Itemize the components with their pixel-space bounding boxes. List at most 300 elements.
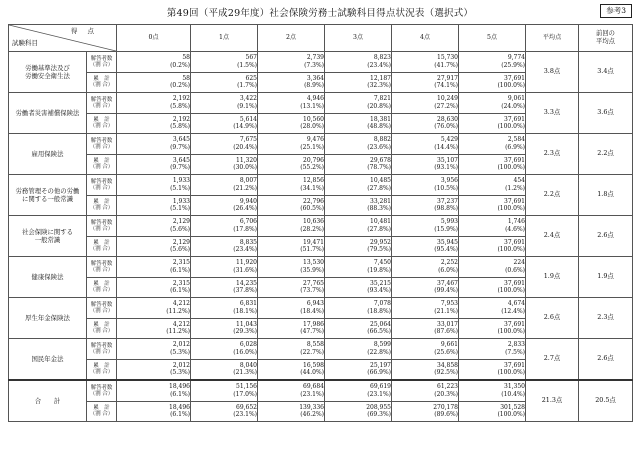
previous-average-score: 3.4点 xyxy=(579,52,633,93)
cumulative-cell-score-1 xyxy=(191,277,258,298)
answer-percent: (10.5%) xyxy=(434,184,458,192)
cumulative-percent: (28.0%) xyxy=(300,123,324,131)
answer-count: 15,730 xyxy=(437,54,458,62)
cumulative-cell-score-3 xyxy=(325,401,392,422)
cumulative-cell-score-0 xyxy=(117,72,191,93)
cumulative-count: 625 xyxy=(245,74,257,82)
cumulative-count: 35,945 xyxy=(437,238,458,246)
answer-cell-score-1 xyxy=(191,134,258,155)
answer-percent: (34.1%) xyxy=(300,184,324,192)
header-previous-average-line2: 平均点 xyxy=(596,38,615,45)
header-score-4: 4点 xyxy=(392,25,459,52)
answer-percent: (0.6%) xyxy=(505,266,525,274)
answer-cell-score-2 xyxy=(258,216,325,237)
row-label-line2: （割 合） xyxy=(89,266,114,273)
cumulative-count: 2,129 xyxy=(172,238,190,246)
cumulative-count: 18,381 xyxy=(370,115,391,123)
cumulative-percent: (66.5%) xyxy=(367,328,391,336)
cumulative-percent: (6.1%) xyxy=(170,411,190,419)
cumulative-percent: (87.6%) xyxy=(434,328,458,336)
cumulative-cell-score-3 xyxy=(325,195,392,216)
cumulative-percent: (60.5%) xyxy=(300,205,324,213)
cumulative-cell-score-5 xyxy=(459,72,526,93)
answer-count: 2,739 xyxy=(306,54,324,62)
cumulative-label xyxy=(87,113,117,134)
cumulative-cell-score-1 xyxy=(191,113,258,134)
answer-count: 8,882 xyxy=(373,136,391,144)
cumulative-cell-score-1 xyxy=(191,318,258,339)
answer-percent: (12.4%) xyxy=(501,307,525,315)
subject-name-line1: 健康保険法 xyxy=(31,272,64,281)
cumulative-count: 208,955 xyxy=(366,403,391,411)
answer-percent: (22.7%) xyxy=(300,348,324,356)
cumulative-cell-score-5 xyxy=(459,318,526,339)
cumulative-percent: (51.7%) xyxy=(300,246,324,254)
cumulative-percent: (100.0%) xyxy=(497,246,525,254)
answer-cell-score-5 xyxy=(459,93,526,114)
cumulative-count: 270,178 xyxy=(433,403,458,411)
cumulative-cell-score-3 xyxy=(325,359,392,380)
header-score-3: 3点 xyxy=(325,25,392,52)
answer-cell-score-3 xyxy=(325,298,392,319)
answer-count: 7,078 xyxy=(373,300,391,308)
cumulative-count: 2,012 xyxy=(172,361,190,369)
subject-name-line1: 社会保険に関する xyxy=(21,227,74,236)
cumulative-percent: (6.1%) xyxy=(170,287,190,295)
subject-name-line1: 雇用保険法 xyxy=(31,149,64,158)
answer-cell-score-2 xyxy=(258,257,325,278)
subject-name-line2: に関する一般常識 xyxy=(21,195,74,203)
answer-percent: (28.2%) xyxy=(300,225,324,233)
answer-percent: (6.0%) xyxy=(438,266,458,274)
cumulative-cell-score-5 xyxy=(459,154,526,175)
answer-cell-score-1 xyxy=(191,380,258,401)
answer-percent: (25.9%) xyxy=(501,61,525,69)
answer-count: 12,856 xyxy=(303,177,324,185)
row-label-line1: 累 計 xyxy=(93,76,110,83)
cumulative-count: 12,187 xyxy=(370,74,391,82)
answer-count: 10,481 xyxy=(370,218,391,226)
previous-average-score: 2.6点 xyxy=(579,339,633,381)
reference-badge: 参考3 xyxy=(600,4,632,18)
answer-count-label xyxy=(87,93,117,114)
answer-count: 2,012 xyxy=(172,341,190,349)
cumulative-percent: (93.1%) xyxy=(434,164,458,172)
answer-count-label xyxy=(87,52,117,73)
answer-cell-score-5 xyxy=(459,175,526,196)
answer-cell-score-0 xyxy=(117,339,191,360)
row-label-line2: （割 合） xyxy=(89,225,114,232)
cumulative-percent: (55.2%) xyxy=(300,164,324,172)
cumulative-percent: (26.4%) xyxy=(233,205,257,213)
cumulative-count: 29,678 xyxy=(370,156,391,164)
answer-count-label xyxy=(87,175,117,196)
row-label-line2: （割 合） xyxy=(89,246,114,253)
cumulative-cell-score-3 xyxy=(325,236,392,257)
cumulative-count: 2,315 xyxy=(172,279,190,287)
cumulative-count: 27,917 xyxy=(437,74,458,82)
cumulative-cell-score-1 xyxy=(191,195,258,216)
answer-count: 18,496 xyxy=(169,383,190,391)
subject-name-line1: 国民年金法 xyxy=(31,354,64,363)
answer-percent: (20.3%) xyxy=(434,390,458,398)
subject-name xyxy=(9,339,87,381)
cumulative-cell-score-5 xyxy=(459,277,526,298)
cumulative-cell-score-2 xyxy=(258,154,325,175)
cumulative-count: 37,691 xyxy=(504,197,525,205)
answer-count: 4,946 xyxy=(306,95,324,103)
cumulative-cell-score-4 xyxy=(392,113,459,134)
answer-count: 10,485 xyxy=(370,177,391,185)
answer-count: 224 xyxy=(513,259,525,267)
cumulative-percent: (44.0%) xyxy=(300,369,324,377)
answer-cell-score-3 xyxy=(325,52,392,73)
answer-percent: (5.8%) xyxy=(170,102,190,110)
page-title: 第49回（平成29年度）社会保険労務士試験科目得点状況表（選択式） xyxy=(166,8,474,19)
cumulative-cell-score-0 xyxy=(117,401,191,422)
row-label-line1: 累 計 xyxy=(93,363,110,370)
answer-cell-score-1 xyxy=(191,93,258,114)
previous-average-score: 2.6点 xyxy=(579,216,633,257)
answer-count: 3,956 xyxy=(440,177,458,185)
answer-count: 69,619 xyxy=(370,383,391,391)
cumulative-cell-score-5 xyxy=(459,359,526,380)
cumulative-cell-score-2 xyxy=(258,72,325,93)
answer-count: 4,212 xyxy=(172,300,190,308)
answer-percent: (6.1%) xyxy=(170,390,190,398)
cumulative-cell-score-3 xyxy=(325,113,392,134)
cumulative-percent: (5.8%) xyxy=(170,123,190,131)
answer-percent: (7.3%) xyxy=(304,61,324,69)
cumulative-cell-score-1 xyxy=(191,401,258,422)
cumulative-percent: (69.3%) xyxy=(367,411,391,419)
row-label-line2: （割 合） xyxy=(89,184,114,191)
cumulative-cell-score-1 xyxy=(191,359,258,380)
cumulative-percent: (46.2%) xyxy=(300,411,324,419)
cumulative-label xyxy=(87,154,117,175)
answer-cell-score-0 xyxy=(117,134,191,155)
answer-percent: (5.3%) xyxy=(170,348,190,356)
answer-cell-score-4 xyxy=(392,216,459,237)
answer-count: 9,774 xyxy=(507,54,525,62)
cumulative-count: 37,691 xyxy=(504,361,525,369)
row-label-line1: 解答者数 xyxy=(90,137,113,144)
cumulative-cell-score-4 xyxy=(392,236,459,257)
row-label-line1: 累 計 xyxy=(93,199,110,206)
cumulative-count: 22,796 xyxy=(303,197,324,205)
answer-cell-score-1 xyxy=(191,298,258,319)
answer-percent: (27.2%) xyxy=(434,102,458,110)
table-row xyxy=(9,175,633,196)
header-score-1: 1点 xyxy=(191,25,258,52)
cumulative-percent: (100.0%) xyxy=(497,123,525,131)
cumulative-count: 3,364 xyxy=(306,74,324,82)
cumulative-count: 25,064 xyxy=(370,320,391,328)
previous-average-score: 1.9点 xyxy=(579,257,633,298)
answer-cell-score-2 xyxy=(258,93,325,114)
answer-percent: (20.8%) xyxy=(367,102,391,110)
cumulative-count: 2,192 xyxy=(172,115,190,123)
row-label-line1: 累 計 xyxy=(93,117,110,124)
cumulative-count: 37,691 xyxy=(504,238,525,246)
answer-count: 7,821 xyxy=(373,95,391,103)
cumulative-cell-score-5 xyxy=(459,401,526,422)
cumulative-percent: (9.7%) xyxy=(170,164,190,172)
cumulative-cell-score-0 xyxy=(117,113,191,134)
cumulative-percent: (5.6%) xyxy=(170,246,190,254)
answer-cell-score-0 xyxy=(117,380,191,401)
answer-count: 2,584 xyxy=(507,136,525,144)
cumulative-count: 4,212 xyxy=(172,320,190,328)
cumulative-count: 29,952 xyxy=(370,238,391,246)
cumulative-percent: (37.8%) xyxy=(233,287,257,295)
answer-count: 31,350 xyxy=(504,383,525,391)
row-label-line1: 解答者数 xyxy=(90,384,113,391)
subject-name-line1: 労働基準法及び xyxy=(25,63,70,72)
subject-name-line1: 労務管理その他の労働 xyxy=(15,186,80,195)
answer-percent: (15.9%) xyxy=(434,225,458,233)
row-label-line2: （割 合） xyxy=(89,390,114,397)
answer-percent: (31.6%) xyxy=(233,266,257,274)
answer-count: 8,558 xyxy=(306,341,324,349)
cumulative-count: 27,765 xyxy=(303,279,324,287)
cumulative-label xyxy=(87,72,117,93)
answer-count: 3,645 xyxy=(172,136,190,144)
total-row xyxy=(9,380,633,401)
answer-percent: (25.6%) xyxy=(434,348,458,356)
answer-percent: (19.8%) xyxy=(367,266,391,274)
answer-count: 61,223 xyxy=(437,383,458,391)
cumulative-percent: (32.3%) xyxy=(367,82,391,90)
answer-cell-score-3 xyxy=(325,175,392,196)
row-label-line1: 解答者数 xyxy=(90,260,113,267)
table-row xyxy=(9,257,633,278)
cumulative-label xyxy=(87,236,117,257)
header-row xyxy=(9,25,633,52)
cumulative-percent: (5.1%) xyxy=(170,205,190,213)
answer-count: 2,192 xyxy=(172,95,190,103)
average-score: 2.6点 xyxy=(526,298,579,339)
row-label-line1: 解答者数 xyxy=(90,178,113,185)
cumulative-count: 9,940 xyxy=(239,197,257,205)
cumulative-cell-score-2 xyxy=(258,401,325,422)
cumulative-count: 69,652 xyxy=(236,403,257,411)
cumulative-count: 16,598 xyxy=(303,361,324,369)
row-label-line1: 解答者数 xyxy=(90,55,113,62)
answer-count-label xyxy=(87,380,117,401)
cumulative-count: 37,467 xyxy=(437,279,458,287)
answer-cell-score-2 xyxy=(258,380,325,401)
answer-percent: (13.1%) xyxy=(300,102,324,110)
subject-name-line2: 一般常識 xyxy=(34,236,61,244)
answer-count: 9,661 xyxy=(440,341,458,349)
answer-cell-score-1 xyxy=(191,216,258,237)
row-label-line2: （割 合） xyxy=(89,61,114,68)
cumulative-count: 37,237 xyxy=(437,197,458,205)
answer-cell-score-3 xyxy=(325,257,392,278)
row-label-line1: 累 計 xyxy=(93,405,110,412)
cumulative-cell-score-3 xyxy=(325,318,392,339)
cumulative-cell-score-2 xyxy=(258,318,325,339)
answer-count: 7,450 xyxy=(373,259,391,267)
answer-cell-score-3 xyxy=(325,380,392,401)
answer-percent: (16.0%) xyxy=(233,348,257,356)
cumulative-count: 10,560 xyxy=(303,115,324,123)
answer-count: 454 xyxy=(513,177,525,185)
answer-cell-score-3 xyxy=(325,134,392,155)
header-score-0: 0点 xyxy=(117,25,191,52)
previous-average-score: 3.6点 xyxy=(579,93,633,134)
answer-percent: (1.2%) xyxy=(505,184,525,192)
cumulative-percent: (11.2%) xyxy=(166,328,190,336)
answer-percent: (10.4%) xyxy=(501,390,525,398)
cumulative-cell-score-4 xyxy=(392,72,459,93)
answer-percent: (17.0%) xyxy=(233,390,257,398)
cumulative-cell-score-0 xyxy=(117,359,191,380)
answer-cell-score-5 xyxy=(459,52,526,73)
row-label-line1: 累 計 xyxy=(93,281,110,288)
answer-cell-score-4 xyxy=(392,93,459,114)
cumulative-count: 18,496 xyxy=(169,403,190,411)
cumulative-percent: (48.8%) xyxy=(367,123,391,131)
answer-percent: (18.4%) xyxy=(300,307,324,315)
cumulative-percent: (78.7%) xyxy=(367,164,391,172)
answer-cell-score-1 xyxy=(191,175,258,196)
row-label-line1: 解答者数 xyxy=(90,96,113,103)
row-label-line1: 解答者数 xyxy=(90,219,113,226)
cumulative-percent: (73.7%) xyxy=(300,287,324,295)
table-body xyxy=(9,52,633,422)
subject-name-line1: 労働者災害補償保険法 xyxy=(15,108,80,117)
cumulative-cell-score-0 xyxy=(117,154,191,175)
answer-cell-score-2 xyxy=(258,134,325,155)
cumulative-percent: (23.1%) xyxy=(233,411,257,419)
row-label-line2: （割 合） xyxy=(89,287,114,294)
cumulative-cell-score-0 xyxy=(117,318,191,339)
cumulative-count: 139,336 xyxy=(299,403,324,411)
cumulative-count: 8,040 xyxy=(239,361,257,369)
answer-count: 13,530 xyxy=(303,259,324,267)
cumulative-cell-score-4 xyxy=(392,277,459,298)
answer-count-label xyxy=(87,257,117,278)
average-score: 1.9点 xyxy=(526,257,579,298)
answer-cell-score-4 xyxy=(392,298,459,319)
answer-count: 7,953 xyxy=(440,300,458,308)
answer-count-label xyxy=(87,134,117,155)
cumulative-percent: (99.4%) xyxy=(434,287,458,295)
header-previous-average-line1: 前回の xyxy=(596,30,615,38)
answer-cell-score-0 xyxy=(117,52,191,73)
answer-count: 2,833 xyxy=(507,341,525,349)
answer-cell-score-5 xyxy=(459,298,526,319)
answer-count: 2,315 xyxy=(172,259,190,267)
cumulative-cell-score-4 xyxy=(392,401,459,422)
answer-cell-score-4 xyxy=(392,339,459,360)
answer-count: 8,007 xyxy=(239,177,257,185)
average-score: 2.2点 xyxy=(526,175,579,216)
cumulative-cell-score-1 xyxy=(191,72,258,93)
answer-cell-score-5 xyxy=(459,134,526,155)
answer-cell-score-2 xyxy=(258,339,325,360)
answer-cell-score-4 xyxy=(392,175,459,196)
cumulative-count: 8,835 xyxy=(239,238,257,246)
answer-percent: (18.8%) xyxy=(367,307,391,315)
header-previous-average xyxy=(579,25,633,52)
cumulative-count: 19,471 xyxy=(303,238,324,246)
answer-count: 69,684 xyxy=(303,383,324,391)
answer-cell-score-2 xyxy=(258,175,325,196)
average-score: 2.3点 xyxy=(526,134,579,175)
answer-percent: (27.8%) xyxy=(367,184,391,192)
answer-cell-score-2 xyxy=(258,52,325,73)
answer-count: 11,920 xyxy=(236,259,257,267)
answer-percent: (23.4%) xyxy=(367,61,391,69)
answer-count: 6,831 xyxy=(239,300,257,308)
row-label-line1: 解答者数 xyxy=(90,301,113,308)
answer-count: 7,675 xyxy=(239,136,257,144)
cumulative-label xyxy=(87,359,117,380)
answer-count-label xyxy=(87,216,117,237)
answer-cell-score-3 xyxy=(325,93,392,114)
answer-count: 8,823 xyxy=(373,54,391,62)
cumulative-cell-score-1 xyxy=(191,154,258,175)
row-label-line2: （割 合） xyxy=(89,164,114,171)
cumulative-percent: (21.3%) xyxy=(233,369,257,377)
answer-percent: (6.9%) xyxy=(505,143,525,151)
answer-cell-score-1 xyxy=(191,52,258,73)
average-score: 2.4点 xyxy=(526,216,579,257)
cumulative-count: 14,235 xyxy=(236,279,257,287)
answer-percent: (20.4%) xyxy=(233,143,257,151)
cumulative-cell-score-2 xyxy=(258,195,325,216)
cumulative-cell-score-5 xyxy=(459,113,526,134)
answer-percent: (41.7%) xyxy=(434,61,458,69)
corner-subject-label: 試験科目 xyxy=(12,39,38,48)
cumulative-cell-score-2 xyxy=(258,359,325,380)
cumulative-percent: (89.6%) xyxy=(434,411,458,419)
answer-count: 6,943 xyxy=(306,300,324,308)
answer-cell-score-1 xyxy=(191,339,258,360)
answer-cell-score-0 xyxy=(117,175,191,196)
answer-percent: (5.1%) xyxy=(170,184,190,192)
answer-percent: (4.6%) xyxy=(505,225,525,233)
cumulative-percent: (29.3%) xyxy=(233,328,257,336)
cumulative-count: 35,107 xyxy=(437,156,458,164)
cumulative-count: 3,645 xyxy=(172,156,190,164)
row-label-line2: （割 合） xyxy=(89,348,114,355)
cumulative-count: 37,691 xyxy=(504,115,525,123)
cumulative-percent: (30.0%) xyxy=(233,164,257,172)
table-row xyxy=(9,339,633,360)
cumulative-count: 25,197 xyxy=(370,361,391,369)
answer-count: 6,028 xyxy=(239,341,257,349)
answer-count: 4,674 xyxy=(507,300,525,308)
row-label-line1: 累 計 xyxy=(93,240,110,247)
answer-percent: (5.6%) xyxy=(170,225,190,233)
answer-count: 5,993 xyxy=(440,218,458,226)
answer-count-label xyxy=(87,298,117,319)
answer-percent: (11.2%) xyxy=(166,307,190,315)
score-distribution-table xyxy=(8,24,633,422)
subject-name xyxy=(9,93,87,134)
cumulative-count: 301,528 xyxy=(500,403,525,411)
row-label-line2: （割 合） xyxy=(89,82,114,89)
answer-cell-score-4 xyxy=(392,52,459,73)
answer-percent: (21.1%) xyxy=(434,307,458,315)
cumulative-cell-score-0 xyxy=(117,195,191,216)
answer-count: 5,429 xyxy=(440,136,458,144)
cumulative-percent: (47.7%) xyxy=(300,328,324,336)
